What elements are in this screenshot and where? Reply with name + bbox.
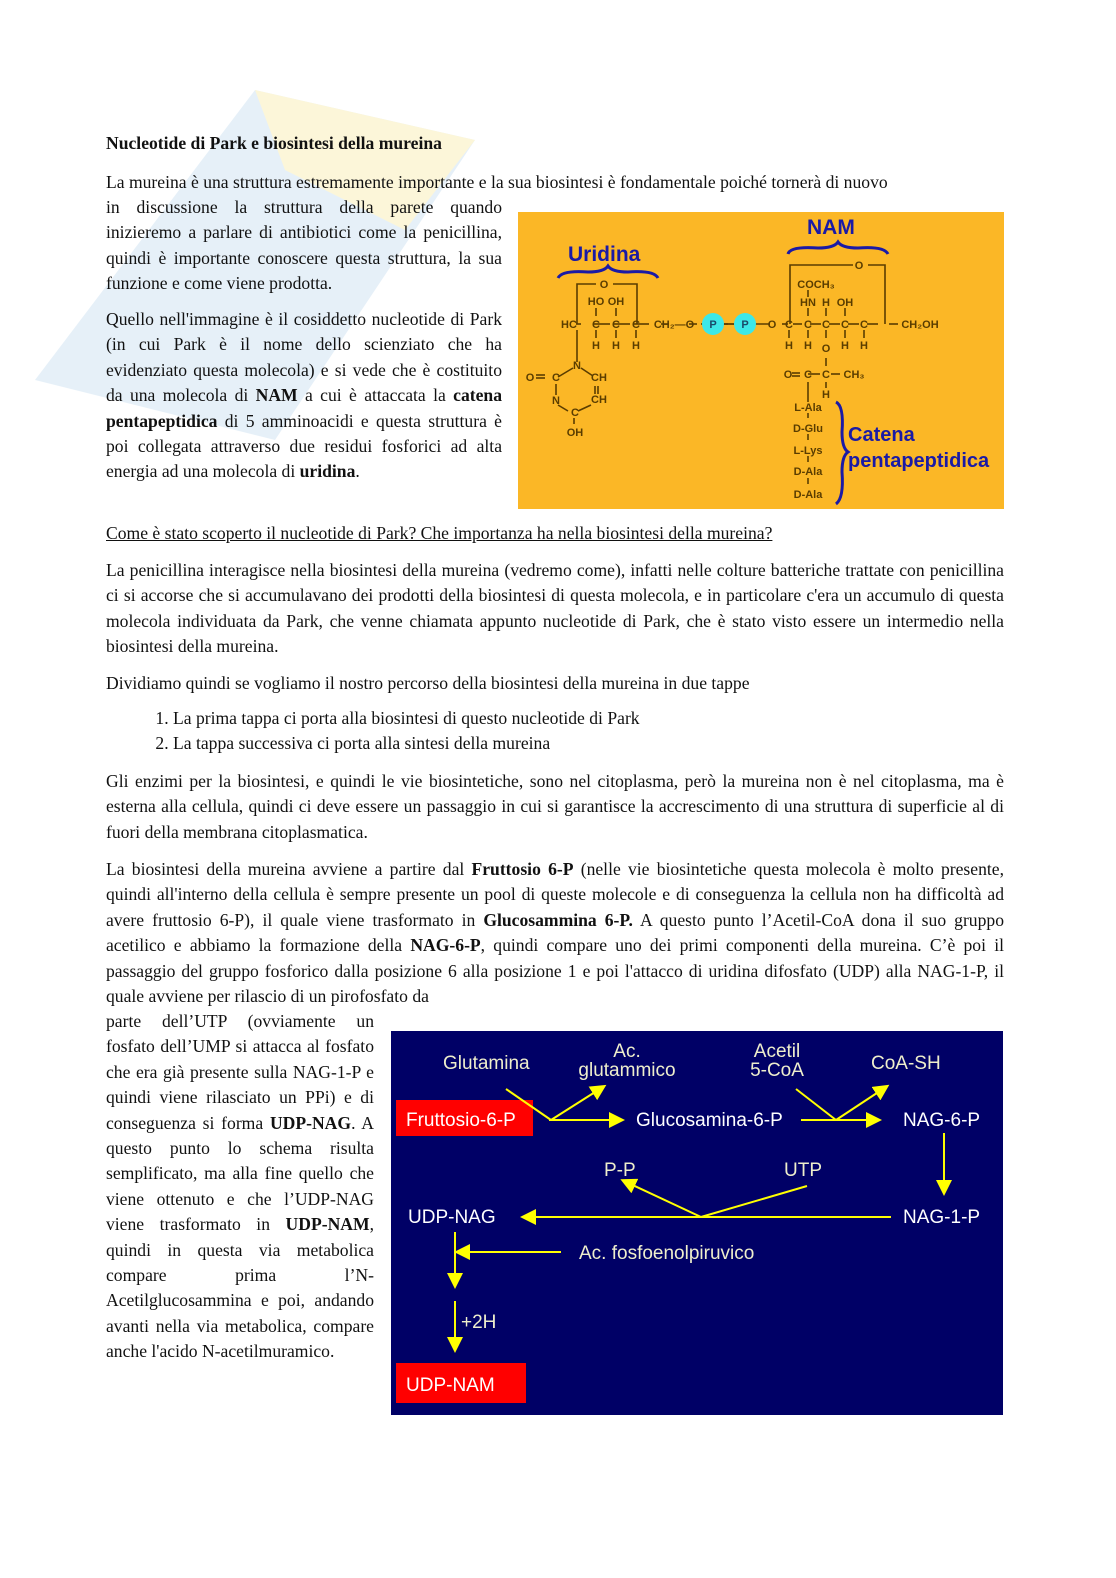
svg-text:O: O bbox=[767, 319, 777, 331]
svg-text:N: N bbox=[552, 395, 560, 407]
svg-text:CH: CH bbox=[591, 394, 607, 406]
svg-text:H: H bbox=[785, 340, 793, 352]
svg-text:P: P bbox=[709, 319, 717, 331]
svg-text:C: C bbox=[552, 372, 560, 384]
svg-text:C: C bbox=[785, 319, 793, 331]
pathway-diagram-svg bbox=[391, 1031, 1003, 1415]
svg-text:5-CoA: 5-CoA bbox=[750, 1060, 804, 1081]
svg-text:Glutamina: Glutamina bbox=[443, 1053, 530, 1074]
svg-text:OH: OH bbox=[607, 296, 625, 308]
svg-text:OH: OH bbox=[566, 427, 584, 439]
svg-text:C: C bbox=[804, 369, 812, 381]
svg-text:H: H bbox=[592, 340, 600, 352]
svg-text:C: C bbox=[571, 407, 579, 419]
svg-text:C: C bbox=[592, 319, 600, 331]
peptide-residue: D-Ala bbox=[793, 489, 823, 501]
steps-list bbox=[106, 706, 640, 757]
park-nucleotide-structure bbox=[518, 212, 1004, 509]
bold-uridina: uridina bbox=[299, 461, 356, 482]
svg-text:O: O bbox=[783, 369, 793, 381]
peptide-residue: L-Lys bbox=[793, 445, 823, 457]
peptide-residue: L-Ala bbox=[794, 402, 822, 414]
bold-nam: NAM bbox=[255, 385, 298, 406]
svg-text:C: C bbox=[860, 319, 868, 331]
node-fruttosio: Fruttosio-6-P bbox=[406, 1110, 516, 1131]
node-glucosamina: Glucosamina-6-P bbox=[636, 1110, 783, 1131]
catena-label-1: Catena bbox=[848, 424, 915, 446]
svg-text:H: H bbox=[632, 340, 640, 352]
svg-text:H: H bbox=[841, 340, 849, 352]
svg-text:O: O bbox=[854, 260, 864, 272]
svg-text:C: C bbox=[841, 319, 849, 331]
svg-text:OH: OH bbox=[836, 297, 854, 309]
svg-text:CH: CH bbox=[591, 372, 607, 384]
node-udp-nam: UDP-NAM bbox=[406, 1375, 495, 1396]
peptide-residue: D-Glu bbox=[793, 423, 823, 435]
section-title: Nucleotide di Park e biosintesi della mureina bbox=[106, 133, 442, 153]
biosynthesis-paragraph: La biosintesi della mureina avviene a partire dal Fruttosio 6-P (nelle vie biosintetiche questa molecola è molto presente, quindi all'interno della cellula è sempre presente un pool di queste molecole e di conseguenza la cellula non ha difficoltà ad avere fruttosio 6-P), il quale viene trasformato in Glucosammina 6-P. A questo punto l’Acetil-CoA dona il suo gruppo acetilico e abbiamo la formazione della NAG-6-P, quindi compare uno dei primi componenti della mureina. C’è poi il passaggio del gruppo fosforico dalla posizione 6 alla posizione 1 e poi l'attacco di uridina difosfato (UDP) alla NAG-1-P, il quale avviene per rilascio di un pirofosfato da bbox=[106, 859, 1004, 1007]
svg-text:H: H bbox=[822, 297, 830, 309]
svg-text:Ac.: Ac. bbox=[613, 1041, 641, 1062]
peptide-residue: D-Ala bbox=[793, 466, 823, 478]
svg-text:CH₂OH: CH₂OH bbox=[901, 319, 939, 331]
svg-text:C: C bbox=[612, 319, 620, 331]
park-nucleotide-paragraph: Quello nell'immagine è il cosiddetto nucleotide di Park (in cui Park è il nome dello scienziato che ha evidenziato questa molecola) e si vede che è costituito da una molecola di NAM a cui è attaccata la catena pentapeptidica di 5 amminoacidi e questa struttura è poi collegata attraverso due residui fosforici ad alta energia ad una molecola di uridina. bbox=[106, 309, 502, 482]
list-item: 2. La tappa successiva ci porta alla sintesi della mureina bbox=[173, 731, 640, 756]
catena-label-2: pentapeptidica bbox=[848, 450, 990, 472]
svg-text:H: H bbox=[822, 389, 830, 401]
svg-text:UTP: UTP bbox=[784, 1160, 822, 1181]
svg-text:+2H: +2H bbox=[461, 1312, 497, 1333]
svg-text:CH₂—O: CH₂—O bbox=[653, 319, 695, 331]
intro-paragraph: in discussione la struttura della parete quando inizieremo a parlare di antibiotici come la penicillina, quindi è importante conoscere questa struttura, la sua funzione e come viene prodotta. bbox=[106, 197, 502, 294]
pathway-diagram bbox=[391, 1031, 1003, 1415]
svg-text:glutammico: glutammico bbox=[578, 1060, 676, 1081]
svg-text:H: H bbox=[612, 340, 620, 352]
list-item: 1. La prima tappa ci porta alla biosintesi di questo nucleotide di Park bbox=[173, 706, 640, 731]
svg-text:HO: HO bbox=[587, 296, 605, 308]
park-nucleotide-figure bbox=[518, 212, 1004, 509]
penicillin-paragraph: La penicillina interagisce nella biosintesi della mureina (vedremo come), infatti nelle colture batteriche trattate con penicillina ci si accorse che si accumulavano dei prodotti della biosintesi di questa molecola, e in particolare c'era un accumulo di questa molecola individuata da Park, che venne chiamata appunto nucleotide di Park, che è stato visto essere un intermedio nella biosintesi della mureina. bbox=[106, 560, 1004, 657]
node-udp-nag: UDP-NAG bbox=[408, 1207, 496, 1228]
intro-first-line: La mureina è una struttura estremamente importante e la sua biosintesi è fondamentale poiché tornerà di nuovo bbox=[106, 172, 888, 192]
svg-text:P-P: P-P bbox=[604, 1160, 636, 1181]
svg-text:Acetil: Acetil bbox=[753, 1041, 801, 1062]
utp-paragraph: parte dell’UTP (ovviamente un fosfato dell’UMP si attacca al fosfato che era già presente sulla NAG-1-P e quindi viene rilasciato un PPi) e di conseguenza si forma UDP-NAG. A questo punto lo schema risulta semplificato, ma alla fine quello che viene ottenuto e che l’UDP-NAG viene trasformato in UDP-NAM, quindi in questa via metabolica compare prima l’N-Acetilglucosammina e poi, andando avanti nella via metabolica, compare anche l'acido N-acetilmuramico. bbox=[106, 1011, 374, 1362]
svg-text:C: C bbox=[632, 319, 640, 331]
divide-paragraph: Dividiamo quindi se vogliamo il nostro percorso della biosintesi della mureina in due tappe bbox=[106, 673, 750, 693]
question-heading: Come è stato scoperto il nucleotide di Park? Che importanza ha nella biosintesi della mureina? bbox=[106, 523, 773, 543]
node-nag6p: NAG-6-P bbox=[903, 1110, 981, 1131]
svg-text:CoA-SH: CoA-SH bbox=[871, 1053, 941, 1074]
svg-text:N: N bbox=[573, 360, 581, 372]
svg-text:P: P bbox=[741, 319, 749, 331]
svg-text:HC: HC bbox=[561, 319, 577, 331]
svg-text:C: C bbox=[822, 369, 830, 381]
bold-catena: catena pentapeptidica bbox=[106, 385, 502, 431]
svg-text:C: C bbox=[822, 319, 830, 331]
svg-text:C: C bbox=[804, 319, 812, 331]
svg-text:CH₃: CH₃ bbox=[843, 369, 865, 381]
node-nag1p: NAG-1-P bbox=[903, 1207, 981, 1228]
nam-label: NAM bbox=[807, 216, 855, 239]
uridina-label: Uridina bbox=[568, 243, 641, 266]
svg-text:H: H bbox=[860, 340, 868, 352]
enzymes-paragraph: Gli enzimi per la biosintesi, e quindi le vie biosintetiche, sono nel citoplasma, però la mureina non è nel citoplasma, ma è esterna alla cellula, quindi ci deve essere un passaggio in cui si garantisce la accrescimento di una struttura di superficie al di fuori della membrana citoplasmatica. bbox=[106, 771, 1004, 842]
svg-text:HN: HN bbox=[800, 297, 816, 309]
svg-text:Ac. fosfoenolpiruvico: Ac. fosfoenolpiruvico bbox=[579, 1243, 755, 1264]
svg-text:O: O bbox=[821, 343, 831, 355]
svg-text:H: H bbox=[804, 340, 812, 352]
svg-text:O: O bbox=[525, 372, 535, 384]
svg-text:COCH₃: COCH₃ bbox=[797, 279, 835, 291]
ring-oxygen: O bbox=[599, 279, 609, 291]
